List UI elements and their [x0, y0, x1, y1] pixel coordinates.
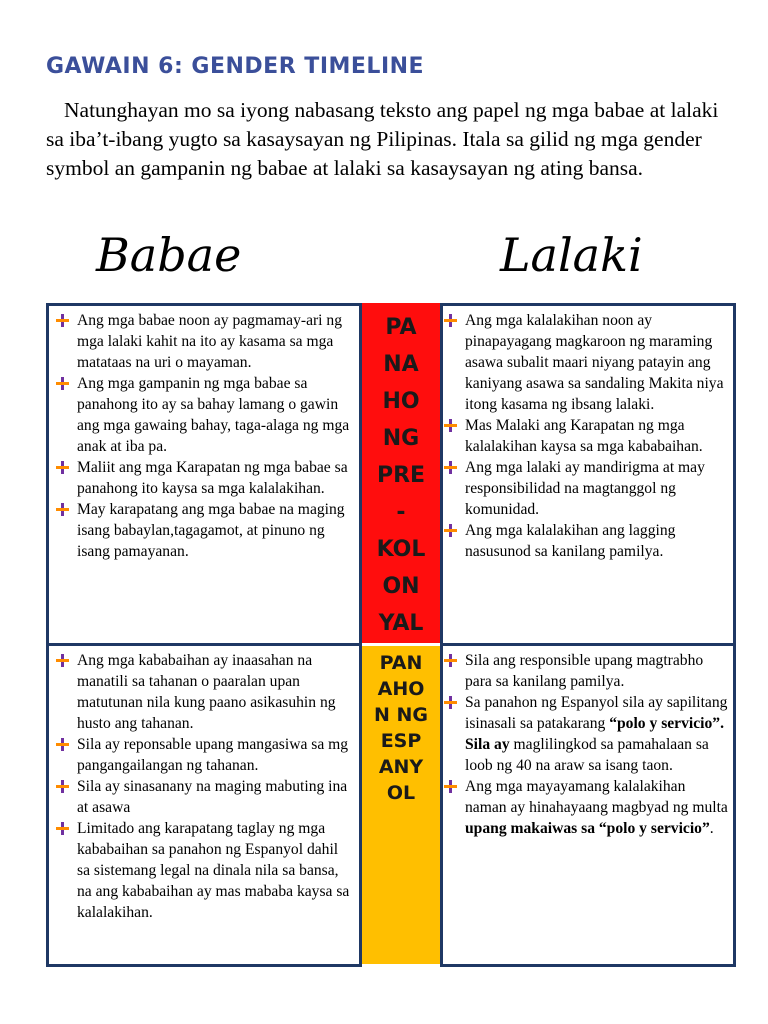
list-item: Sila ay reponsable upang mangasiwa sa mg pangangailangan ng tahanan.	[77, 734, 353, 776]
period-label-segment: N NG	[373, 704, 428, 726]
period-label-segment: -	[396, 500, 406, 525]
period-label-segment: ESP	[380, 730, 422, 752]
cross-bullet-icon	[56, 461, 69, 474]
cross-bullet-icon	[444, 524, 457, 537]
pre-kolonyal-babae-list	[49, 306, 359, 562]
period-label-segment: PA	[385, 315, 417, 340]
list-item: Sila ay sinasanany na maging mabuting ina at asawa	[77, 776, 353, 818]
cross-bullet-icon	[444, 419, 457, 432]
pre-kolonyal-babae-cell	[46, 303, 362, 646]
list-item: Limitado ang karapatang taglay ng mga kababaihan sa panahon ng Espanyol dahil sa sistemang legal na dinala nila sa bansa, na ang kababaihan ay mas mababa kaysa sa kalalakihan.	[77, 818, 353, 923]
header-babae: Babae	[96, 228, 242, 282]
cross-bullet-icon	[56, 314, 69, 327]
cross-bullet-icon	[444, 780, 457, 793]
pre-kolonyal-lalaki-cell	[440, 303, 736, 646]
period-label-segment: NA	[383, 352, 419, 377]
header-lalaki: Lalaki	[500, 228, 643, 282]
list-item: Ang mga lalaki ay mandirigma at may responsibilidad na magtanggol ng komunidad.	[465, 457, 729, 520]
period-label-segment: KOL	[376, 537, 426, 562]
list-item: Ang mga kababaihan ay inaasahan na manatili sa tahanan o paaralan upan matutunan nila kung paano asikasuhin ng husto ang tahanan.	[77, 650, 353, 734]
page-title: GAWAIN 6: GENDER TIMELINE	[46, 54, 425, 79]
gender-timeline-table	[46, 303, 736, 967]
cross-bullet-icon	[444, 654, 457, 667]
list-item: Ang mga babae noon ay pagmamay-ari ng mga lalaki kahit na ito ay kasama sa mga matataas na uri o mayaman.	[77, 310, 353, 373]
list-item: Maliit ang mga Karapatan ng mga babae sa panahong ito kaysa sa mga kalalakihan.	[77, 457, 353, 499]
period-label-segment: PRE	[376, 463, 426, 488]
cross-bullet-icon	[56, 738, 69, 751]
espanyol-babae-cell	[46, 643, 362, 967]
period-label-segment: HO	[382, 389, 420, 414]
period-label-segment: ON	[382, 574, 420, 599]
cross-bullet-icon	[56, 822, 69, 835]
period-label-segment: PAN	[379, 652, 423, 674]
cross-bullet-icon	[56, 780, 69, 793]
period-label-pre-kolonyal	[362, 303, 440, 643]
list-item: Ang mga gampanin ng mga babae sa panahong ito ay sa bahay lamang o gawin ang mga gawaing bahay, taga-alaga ng mga anak at iba pa.	[77, 373, 353, 457]
espanyol-lalaki-cell	[440, 643, 736, 967]
cross-bullet-icon	[56, 503, 69, 516]
period-label-segment: OL	[386, 782, 416, 804]
pre-kolonyal-lalaki-list	[443, 306, 733, 562]
cross-bullet-icon	[444, 461, 457, 474]
period-label-segment: NG	[382, 426, 420, 451]
list-item: Sila ang responsible upang magtrabho para sa kanilang pamilya.	[465, 650, 729, 692]
list-item: Sa panahon ng Espanyol sila ay sapilitang isinasali sa patakarang “polo y servicio”. Sila ay maglilingkod sa pamahalaan sa loob ng 40 na araw sa isang taon.	[465, 692, 729, 776]
espanyol-babae-list	[49, 646, 359, 923]
espanyol-lalaki-list	[443, 646, 733, 839]
list-item: Mas Malaki ang Karapatan ng mga kalalakihan kaysa sa mga kababaihan.	[465, 415, 729, 457]
period-label-espanyol	[362, 646, 440, 964]
list-item: Ang mga mayayamang kalalakihan naman ay hinahayaang magbyad ng multa upang makaiwas sa “polo y servicio”.	[465, 776, 729, 839]
period-label-segment: ANY	[378, 756, 424, 778]
period-label-segment: YAL	[378, 611, 424, 636]
cross-bullet-icon	[56, 377, 69, 390]
cross-bullet-icon	[444, 696, 457, 709]
period-label-segment: AHO	[377, 678, 425, 700]
cross-bullet-icon	[56, 654, 69, 667]
intro-paragraph: Natunghayan mo sa iyong nabasang teksto ang papel ng mga babae at lalaki sa iba’t-ibang yugto sa kasaysayan ng Pilipinas. Itala sa gilid ng mga gender symbol an gampanin ng babae at lalaki sa kasaysayan ng ating bansa.	[46, 98, 719, 180]
cross-bullet-icon	[444, 314, 457, 327]
list-item: Ang mga kalalakihan noon ay pinapayagang magkaroon ng maraming asawa subalit maari niyang patayin ang kaniyang asawa sa sandaling Makita niya itong kasama ng ibsang lalaki.	[465, 310, 729, 415]
list-item: Ang mga kalalakihan ang lagging nasusunod sa kanilang pamilya.	[465, 520, 729, 562]
list-item: May karapatang ang mga babae na maging isang babaylan,tagagamot, at pinuno ng isang pamayanan.	[77, 499, 353, 562]
